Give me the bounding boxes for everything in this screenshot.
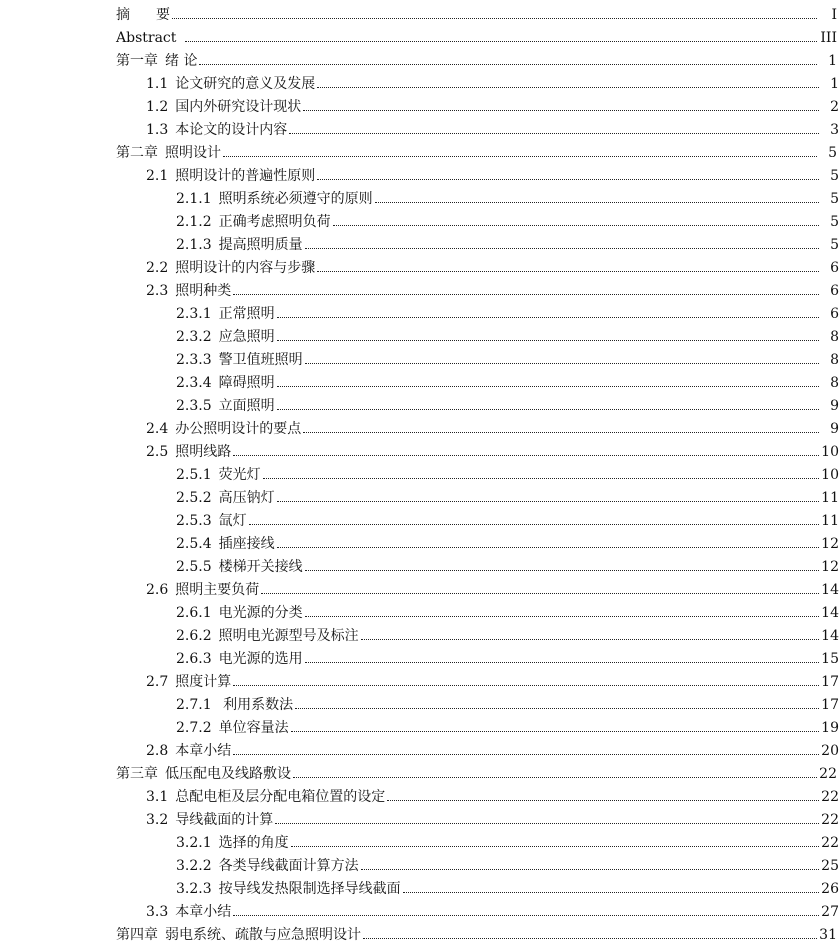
toc-page-number: 31 <box>819 927 837 943</box>
toc-entry-number: 2.4 <box>146 421 169 437</box>
toc-page-number: 14 <box>821 628 839 644</box>
toc-entry[interactable] <box>0 69 839 92</box>
toc-entry-title: 提高照明质量 <box>218 237 303 253</box>
toc-dot-leader <box>233 294 819 295</box>
toc-entry-title: 正常照明 <box>218 306 275 322</box>
toc-dot-leader <box>305 616 819 617</box>
toc-entry-number: 2.5.5 <box>176 559 212 575</box>
toc-entry-number: 2.5.2 <box>176 490 212 506</box>
toc-entry[interactable] <box>0 736 839 759</box>
toc-entry-title: 办公照明设计的要点 <box>175 421 302 437</box>
toc-dot-leader <box>289 133 819 134</box>
toc-entry-title: 单位容量法 <box>218 720 289 736</box>
toc-entry[interactable] <box>0 299 839 322</box>
toc-page-number: 14 <box>821 582 839 598</box>
toc-entry-title: 国内外研究设计现状 <box>175 99 302 115</box>
toc-entry[interactable] <box>0 575 839 598</box>
toc-entry-number: 摘 <box>116 7 130 23</box>
toc-page-number: 10 <box>821 444 839 460</box>
toc-entry-title: 绪 论 <box>165 53 198 69</box>
toc-entry[interactable] <box>0 897 839 920</box>
toc-dot-leader <box>277 501 819 502</box>
toc-dot-leader <box>233 455 819 456</box>
toc-dot-leader <box>317 179 819 180</box>
toc-entry[interactable] <box>0 782 839 805</box>
toc-entry-number: 2.6.3 <box>176 651 212 667</box>
toc-entry-number: 2.7.2 <box>176 720 212 736</box>
toc-dot-leader <box>291 731 819 732</box>
toc-dot-leader <box>263 478 819 479</box>
toc-entry[interactable] <box>0 851 839 874</box>
toc-entry-title: 本论文的设计内容 <box>175 122 288 138</box>
toc-dot-leader <box>387 800 819 801</box>
toc-entry[interactable] <box>0 230 839 253</box>
toc-entry[interactable] <box>0 644 839 667</box>
toc-dot-leader <box>233 915 819 916</box>
toc-page-number: 8 <box>830 329 839 345</box>
toc-page-number: 5 <box>828 145 837 161</box>
toc-dot-leader <box>277 340 819 341</box>
toc-dot-leader <box>303 432 819 433</box>
toc-entry[interactable] <box>0 184 839 207</box>
toc-entry[interactable] <box>0 874 839 897</box>
toc-entry[interactable] <box>0 690 839 713</box>
toc-page-number: 25 <box>821 858 839 874</box>
toc-page-number: 5 <box>830 214 839 230</box>
toc-entry[interactable] <box>0 713 839 736</box>
toc-entry-number: 2.1.2 <box>176 214 212 230</box>
toc-dot-leader <box>305 662 819 663</box>
toc-page-number: 2 <box>830 99 839 115</box>
toc-page-number: 6 <box>830 260 839 276</box>
toc-dot-leader <box>317 87 819 88</box>
toc-entry-title: 按导线发热限制选择导线截面 <box>218 881 401 897</box>
toc-page-number: 17 <box>821 674 839 690</box>
toc-entry[interactable] <box>0 115 839 138</box>
toc-dot-leader <box>277 547 819 548</box>
toc-entry[interactable] <box>0 759 839 782</box>
toc-entry-number: 第四章 <box>116 927 158 943</box>
toc-entry-number: 1.1 <box>146 76 169 92</box>
toc-entry-title: 障碍照明 <box>218 375 275 391</box>
toc-entry-title: 要 <box>156 7 170 23</box>
toc-entry[interactable] <box>0 598 839 621</box>
toc-entry-number: 1.2 <box>146 99 169 115</box>
toc-entry-number: 2.2 <box>146 260 169 276</box>
toc-page-number: 11 <box>821 490 839 506</box>
toc-entry-number: 3.3 <box>146 904 169 920</box>
toc-entry-title: 荧光灯 <box>218 467 261 483</box>
toc-page-number: 22 <box>821 789 839 805</box>
toc-dot-leader <box>293 777 817 778</box>
toc-entry-number: 1.3 <box>146 122 169 138</box>
toc-entry-number: 2.3.2 <box>176 329 212 345</box>
toc-entry-title: 照度计算 <box>175 674 232 690</box>
toc-entry-title: 利用系数法 <box>218 697 294 713</box>
toc-page-number: 6 <box>830 283 839 299</box>
toc-entry-title: 导线截面的计算 <box>175 812 274 828</box>
toc-dot-leader <box>275 823 819 824</box>
toc-entry-title: 弱电系统、疏散与应急照明设计 <box>165 927 361 943</box>
toc-entry-title: 照明主要负荷 <box>175 582 260 598</box>
toc-page-number: 5 <box>830 168 839 184</box>
toc-page-number: 22 <box>819 766 837 782</box>
toc-dot-leader <box>363 938 817 939</box>
toc-entry[interactable] <box>0 161 839 184</box>
toc-page-number: 14 <box>821 605 839 621</box>
toc-dot-leader <box>172 18 817 19</box>
toc-entry-title: 论文研究的意义及发展 <box>175 76 316 92</box>
toc-entry-title: 高压钠灯 <box>218 490 275 506</box>
toc-dot-leader <box>261 593 819 594</box>
toc-entry-title: 照明电光源型号及标注 <box>218 628 359 644</box>
toc-entry-title: 照明设计的普遍性原则 <box>175 168 316 184</box>
toc-entry[interactable] <box>0 483 839 506</box>
toc-entry-title: 正确考虑照明负荷 <box>218 214 331 230</box>
toc-entry-number: 2.7 <box>146 674 169 690</box>
toc-entry-number: 2.3.4 <box>176 375 212 391</box>
toc-entry-title: 照明系统必须遵守的原则 <box>218 191 373 207</box>
toc-entry[interactable] <box>0 92 839 115</box>
toc-page-number: 19 <box>821 720 839 736</box>
toc-entry[interactable] <box>0 552 839 575</box>
toc-entry-title: 插座接线 <box>218 536 275 552</box>
toc-entry-title: 各类导线截面计算方法 <box>218 858 359 874</box>
toc-page-number: 11 <box>821 513 839 529</box>
toc-dot-leader <box>249 524 819 525</box>
toc-dot-leader <box>233 754 819 755</box>
toc-entry-title: 应急照明 <box>218 329 275 345</box>
toc-dot-leader <box>295 708 819 709</box>
toc-page-number: 9 <box>830 398 839 414</box>
toc-entry-title: 楼梯开关接线 <box>218 559 303 575</box>
toc-dot-leader <box>291 846 819 847</box>
toc-page-number: 20 <box>821 743 839 759</box>
toc-entry[interactable] <box>0 322 839 345</box>
toc-entry-number: 2.3.5 <box>176 398 212 414</box>
toc-dot-leader <box>303 110 819 111</box>
toc-entry[interactable] <box>0 368 839 391</box>
toc-entry-number: 2.3.1 <box>176 306 212 322</box>
toc-page-number: 1 <box>828 53 837 69</box>
toc-entry-title: 电光源的分类 <box>218 605 303 621</box>
toc-entry-number: 2.1.3 <box>176 237 212 253</box>
toc-entry-number: 2.6.2 <box>176 628 212 644</box>
toc-entry[interactable] <box>0 345 839 368</box>
toc-entry-title: 照明种类 <box>175 283 232 299</box>
toc-entry[interactable] <box>0 529 839 552</box>
toc-page-number: 5 <box>830 237 839 253</box>
toc-entry-title: 氙灯 <box>218 513 247 529</box>
toc-entry-number: 3.1 <box>146 789 169 805</box>
toc-entry-number: 2.1.1 <box>176 191 212 207</box>
toc-entry[interactable] <box>0 276 839 299</box>
toc-page-number: 10 <box>821 467 839 483</box>
toc-page-number: I <box>831 7 837 23</box>
toc-page-number: 22 <box>821 812 839 828</box>
toc-entry-number: 2.6 <box>146 582 169 598</box>
toc-entry-number: 3.2.3 <box>176 881 212 897</box>
toc-dot-leader <box>277 317 819 318</box>
toc-entry[interactable] <box>0 414 839 437</box>
toc-dot-leader <box>305 248 819 249</box>
toc-dot-leader <box>277 386 819 387</box>
toc-page-number: 8 <box>830 375 839 391</box>
toc-page-number: 5 <box>830 191 839 207</box>
toc-page-number: 9 <box>830 421 839 437</box>
toc-entry-number: 3.2 <box>146 812 169 828</box>
toc-entry-number: 2.5.4 <box>176 536 212 552</box>
toc-page-number: 15 <box>821 651 839 667</box>
toc-page-number: 27 <box>821 904 839 920</box>
toc-page-number: 12 <box>821 536 839 552</box>
toc-entry[interactable] <box>0 621 839 644</box>
toc-entry-title: 照明设计 <box>165 145 221 161</box>
toc-entry-number: 2.5.3 <box>176 513 212 529</box>
toc-entry-number: 2.3.3 <box>176 352 212 368</box>
toc-dot-leader <box>305 363 819 364</box>
toc-dot-leader <box>223 156 817 157</box>
toc-entry[interactable] <box>0 253 839 276</box>
toc-page-number: 17 <box>821 697 839 713</box>
toc-entry-title: 照明设计的内容与步骤 <box>175 260 316 276</box>
toc-entry-title: 照明线路 <box>175 444 232 460</box>
toc-dot-leader <box>361 869 819 870</box>
toc-page-number: 26 <box>821 881 839 897</box>
toc-entry[interactable] <box>0 506 839 529</box>
toc-page-number: 12 <box>821 559 839 575</box>
toc-entry-number: 2.8 <box>146 743 169 759</box>
toc-entry[interactable] <box>0 391 839 414</box>
toc-entry[interactable] <box>0 138 839 161</box>
toc-entry-number: 2.3 <box>146 283 169 299</box>
toc-entry-number: 3.2.2 <box>176 858 212 874</box>
toc-entry-title: 警卫值班照明 <box>218 352 303 368</box>
toc-page-number: 1 <box>830 76 839 92</box>
toc-entry[interactable] <box>0 23 839 46</box>
toc-page-number: 8 <box>830 352 839 368</box>
toc-entry-title: 低压配电及线路敷设 <box>165 766 291 782</box>
toc-entry-title: 总配电柜及层分配电箱位置的设定 <box>175 789 386 805</box>
toc-dot-leader <box>317 271 819 272</box>
toc-dot-leader <box>403 892 819 893</box>
toc-entry-title: 本章小结 <box>175 743 232 759</box>
toc-dot-leader <box>277 409 819 410</box>
toc-entry[interactable] <box>0 667 839 690</box>
toc-dot-leader <box>305 570 819 571</box>
toc-dot-leader <box>199 64 817 65</box>
toc-dot-leader <box>375 202 819 203</box>
toc-entry-number: 2.6.1 <box>176 605 212 621</box>
toc-entry[interactable] <box>0 0 839 23</box>
toc-page-number: 3 <box>830 122 839 138</box>
toc-entry-number: Abstract <box>116 30 177 46</box>
toc-entry-number: 2.5 <box>146 444 169 460</box>
toc-dot-leader <box>361 639 819 640</box>
toc-entry-number: 第一章 <box>116 53 158 69</box>
toc-entry[interactable] <box>0 828 839 851</box>
toc-entry-title: 选择的角度 <box>218 835 289 851</box>
toc-entry[interactable] <box>0 805 839 828</box>
toc-page-number: 6 <box>830 306 839 322</box>
toc-entry[interactable] <box>0 460 839 483</box>
toc-entry-title: 本章小结 <box>175 904 232 920</box>
toc-entry-number: 3.2.1 <box>176 835 212 851</box>
toc-entry[interactable] <box>0 46 839 69</box>
toc-entry[interactable] <box>0 437 839 460</box>
toc-entry[interactable] <box>0 207 839 230</box>
toc-entry-number: 2.1 <box>146 168 169 184</box>
toc-entry-number: 第二章 <box>116 145 158 161</box>
toc-entry-title: 电光源的选用 <box>218 651 303 667</box>
toc-entry-title: 立面照明 <box>218 398 275 414</box>
toc-page-number: III <box>820 30 837 46</box>
toc-entry-number: 2.7.1 <box>176 697 212 713</box>
toc-dot-leader <box>333 225 819 226</box>
toc-dot-leader <box>185 41 817 42</box>
toc-entry-number: 2.5.1 <box>176 467 212 483</box>
toc-page-number: 22 <box>821 835 839 851</box>
toc-dot-leader <box>233 685 819 686</box>
toc-entry-number: 第三章 <box>116 766 158 782</box>
